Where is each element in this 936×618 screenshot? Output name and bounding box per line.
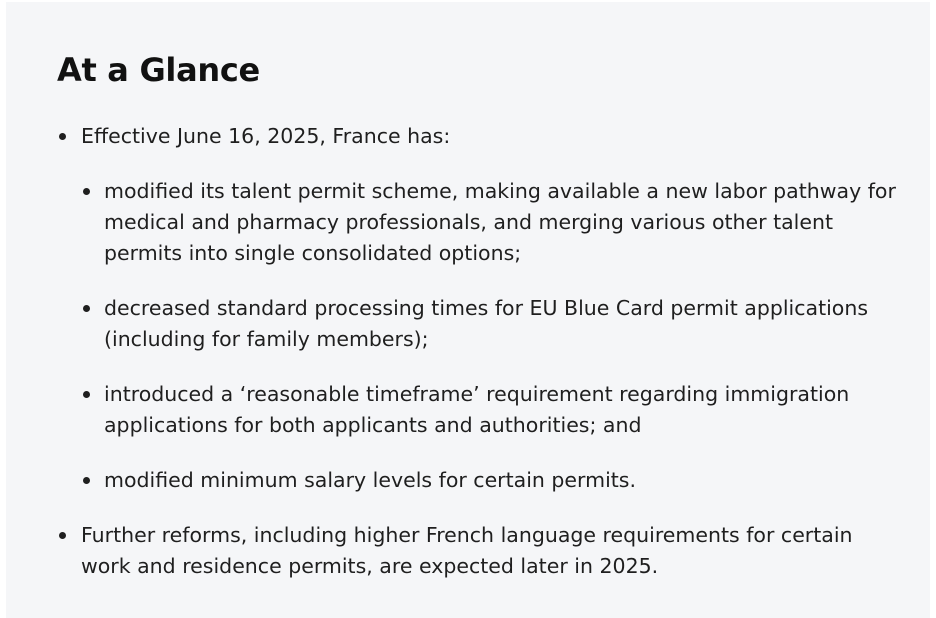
- section-heading: At a Glance: [57, 51, 260, 89]
- bullet-icon: [83, 305, 90, 312]
- at-a-glance-panel: [6, 2, 930, 618]
- sub-list-item-text: modified its talent permit scheme, making available a new labor pathway for medical and pharmacy professionals, and merging various other talent permits into single consolidated options;: [104, 179, 896, 265]
- sub-list-item: [81, 293, 897, 355]
- bullet-icon: [83, 477, 90, 484]
- list-item-text: Further reforms, including higher French language requirements for certain work and residence permits, are expected later in 2025.: [81, 523, 853, 578]
- sub-list-item-text: decreased standard processing times for EU Blue Card permit applications (including for family members);: [104, 296, 869, 351]
- sub-list-item-text: modified minimum salary levels for certain permits.: [104, 468, 637, 492]
- glance-list: [57, 121, 897, 582]
- sub-list-item-text: introduced a ‘reasonable timeframe’ requirement regarding immigration applications for both applicants and authorities; and: [104, 382, 850, 437]
- sub-list-item: [81, 379, 897, 441]
- bullet-icon: [83, 188, 90, 195]
- sub-list-item: [81, 176, 897, 269]
- list-item-text: Effective June 16, 2025, France has:: [81, 124, 451, 148]
- sub-list: [81, 176, 897, 496]
- bullet-icon: [83, 391, 90, 398]
- bullet-icon: [59, 532, 66, 539]
- list-item: [57, 121, 897, 496]
- bullet-icon: [59, 133, 66, 140]
- sub-list-item: [81, 465, 897, 496]
- list-item: [57, 520, 897, 582]
